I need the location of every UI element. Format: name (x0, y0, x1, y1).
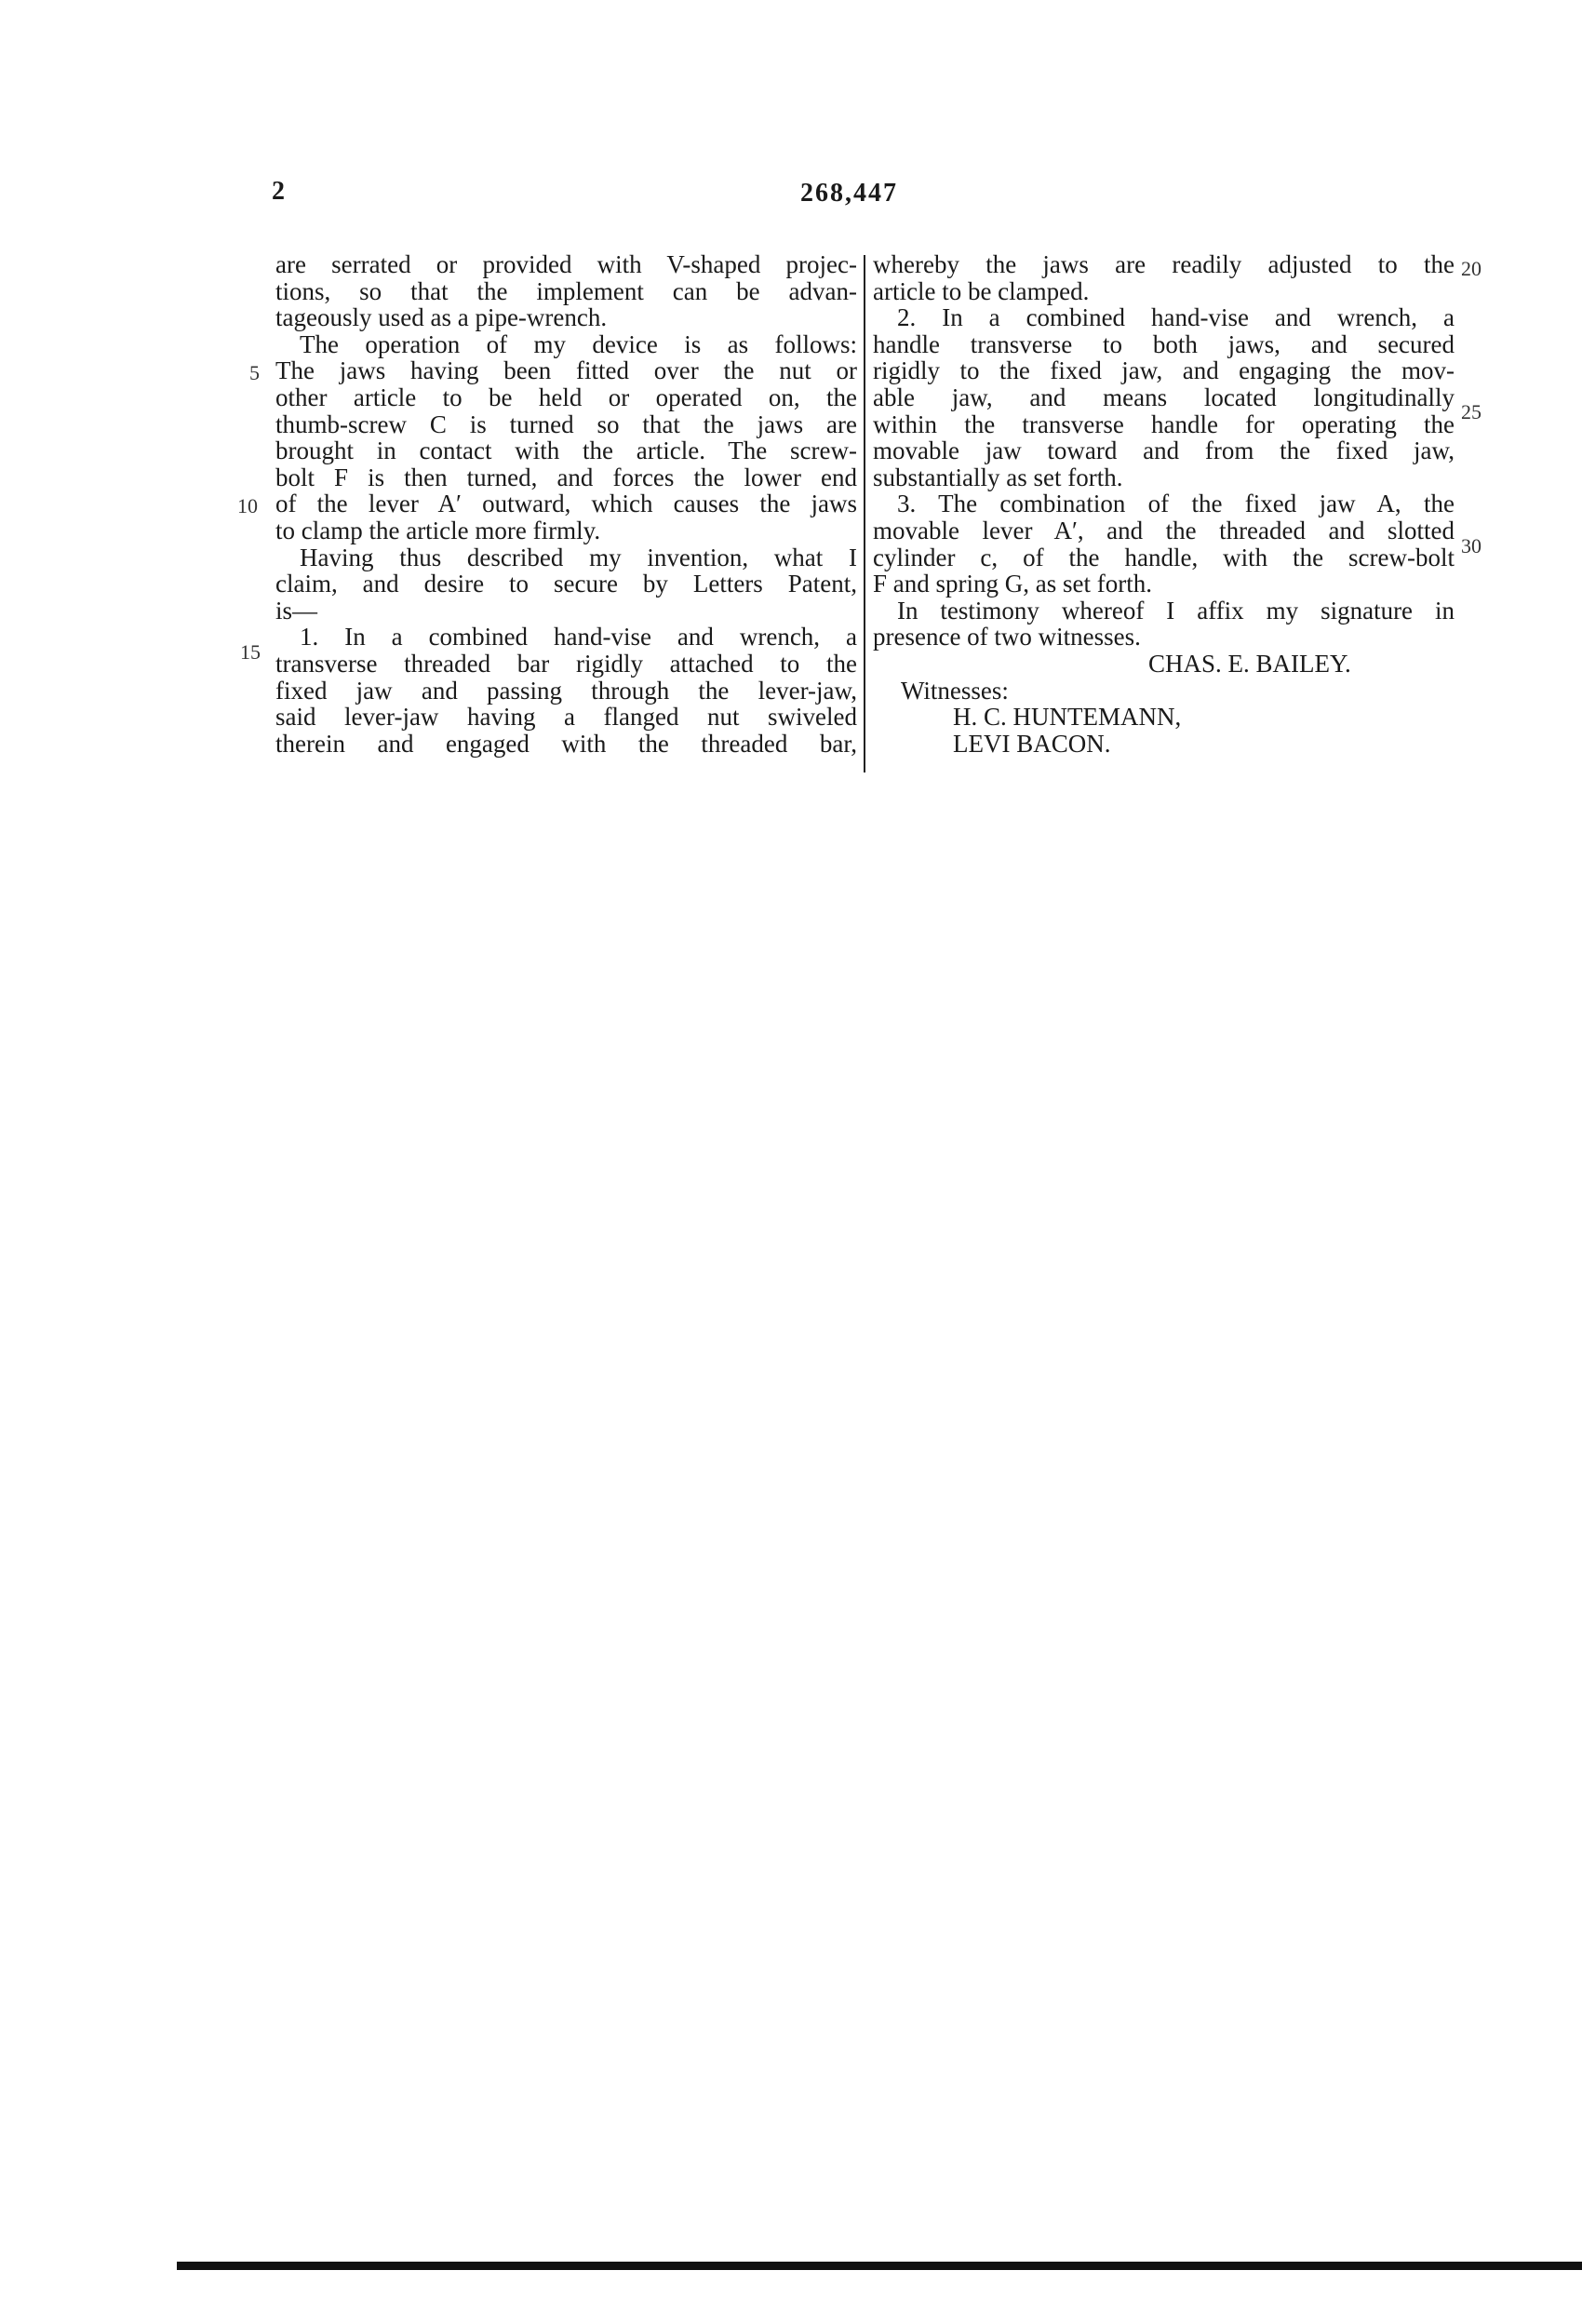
text-line: In testimony whereof I affix my signature in (897, 596, 1455, 625)
bottom-rule (177, 2262, 1582, 2270)
text-line: tions, so that the implement can be advan- (275, 276, 857, 305)
text-line: F and spring G, as set forth. (873, 570, 1152, 598)
text-line: claim, and desire to secure by Letters Patent, (275, 570, 857, 598)
text-line: movable jaw toward and from the fixed jaw, (873, 437, 1455, 465)
text-line: cylinder c, of the handle, with the screw-bolt (873, 543, 1455, 571)
margin-line-number: 15 (240, 640, 261, 664)
text-line: therein and engaged with the threaded bar, (275, 729, 857, 758)
text-line: LEVI BACON. (953, 729, 1111, 758)
text-line: movable lever A′, and the threaded and slotted (873, 516, 1455, 544)
text-line: brought in contact with the article. The screw- (275, 437, 857, 465)
text-line: H. C. HUNTEMANN, (953, 703, 1182, 732)
text-line: able jaw, and means located longitudinally (873, 383, 1455, 411)
page-number: 2 (272, 177, 285, 206)
text-line: said lever-jaw having a flanged nut swiveled (275, 703, 857, 732)
text-line: are serrated or provided with V-shaped projec- (275, 250, 857, 278)
text-line: 2. In a combined hand-vise and wrench, a (897, 303, 1455, 332)
text-line: CHAS. E. BAILEY. (1148, 649, 1351, 678)
text-line: handle transverse to both jaws, and secured (873, 329, 1455, 358)
text-line: other article to be held or operated on, the (275, 383, 857, 411)
text-line: Having thus described my invention, what I (300, 543, 857, 571)
text-line: bolt F is then turned, and forces the lower end (275, 463, 857, 491)
margin-line-number: 30 (1461, 534, 1481, 557)
margin-line-number: 20 (1461, 257, 1481, 280)
text-line: substantially as set forth. (873, 463, 1123, 491)
text-line: is— (275, 596, 318, 625)
column-divider (864, 255, 865, 772)
right-column (873, 251, 1455, 757)
text-line: Witnesses: (901, 676, 1009, 705)
text-line: presence of two witnesses. (873, 623, 1141, 652)
text-line: to clamp the article more firmly. (275, 516, 601, 544)
text-line: whereby the jaws are readily adjusted to the (873, 250, 1455, 278)
text-line: rigidly to the fixed jaw, and engaging the mov- (873, 356, 1455, 385)
text-line: 3. The combination of the fixed jaw A, the (897, 490, 1455, 518)
text-line: within the transverse handle for operating the (873, 410, 1455, 438)
text-line: thumb-screw C is turned so that the jaws are (275, 410, 857, 438)
text-line: of the lever A′ outward, which causes the jaws (275, 490, 857, 518)
margin-line-number: 25 (1461, 400, 1481, 423)
text-line: transverse threaded bar rigidly attached to the (275, 649, 857, 678)
text-line: The jaws having been fitted over the nut or (275, 356, 857, 385)
text-line: article to be clamped. (873, 276, 1090, 305)
left-column (275, 251, 857, 757)
patent-number: 268,447 (800, 179, 898, 208)
margin-line-number: 5 (249, 361, 260, 384)
margin-line-number: 10 (237, 494, 258, 517)
text-line: The operation of my device is as follows: (300, 329, 857, 358)
text-line: fixed jaw and passing through the lever-jaw, (275, 676, 857, 705)
text-line: tageously used as a pipe-wrench. (275, 303, 608, 332)
text-line: 1. In a combined hand-vise and wrench, a (300, 623, 857, 652)
